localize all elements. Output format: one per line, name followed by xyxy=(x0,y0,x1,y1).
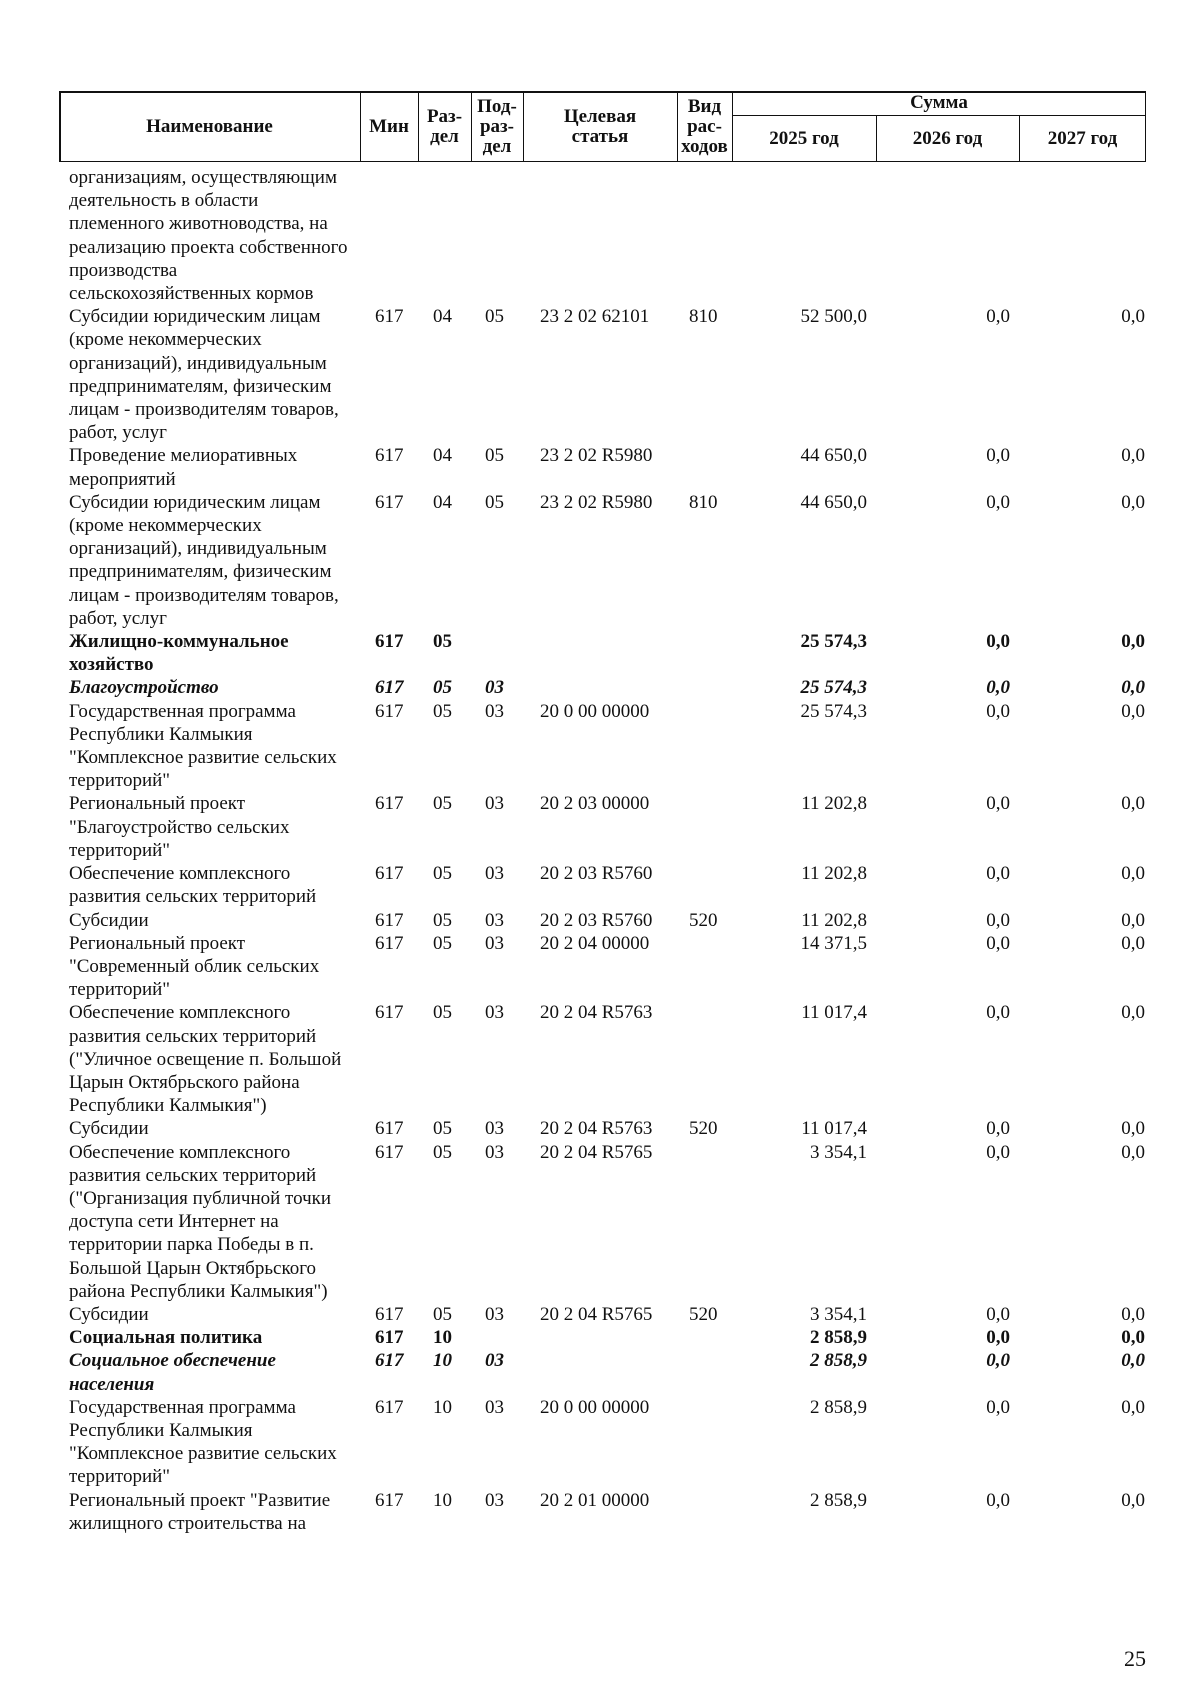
row-min: 617 xyxy=(375,1350,404,1372)
row-sum-2026: 0,0 xyxy=(986,1141,1010,1163)
row-sum-2026: 0,0 xyxy=(986,1396,1010,1418)
row-sum-2025: 25 574,3 xyxy=(800,631,867,653)
row-razdel: 10 xyxy=(433,1327,452,1349)
row-sum-2025: 11 202,8 xyxy=(801,863,867,885)
row-sum-2027: 0,0 xyxy=(1121,1118,1145,1140)
row-sum-2025: 11 202,8 xyxy=(801,793,867,815)
row-sum-2026: 0,0 xyxy=(986,700,1010,722)
header-podrazdel: Под- раз- дел xyxy=(477,95,517,157)
row-name: Субсидии xyxy=(69,909,149,931)
row-podrazdel: 03 xyxy=(485,793,504,815)
row-sum-2027: 0,0 xyxy=(1121,863,1145,885)
row-sum-2025: 2 858,9 xyxy=(810,1396,867,1418)
row-statya: 20 2 04 R5765 xyxy=(540,1303,653,1325)
header-year-2027: 2027 год xyxy=(1047,127,1118,149)
row-statya: 20 2 04 R5763 xyxy=(540,1002,653,1024)
row-podrazdel: 03 xyxy=(485,677,504,699)
row-sum-2026: 0,0 xyxy=(986,1327,1010,1349)
row-name: Субсидии xyxy=(69,1303,149,1325)
row-sum-2025: 2 858,9 xyxy=(810,1350,867,1372)
row-statya: 20 0 00 00000 xyxy=(540,700,650,722)
header-razdel: Раз- дел xyxy=(426,105,463,147)
row-podrazdel: 03 xyxy=(485,1350,504,1372)
row-sum-2026: 0,0 xyxy=(986,631,1010,653)
table-row xyxy=(0,700,1200,793)
row-razdel: 04 xyxy=(433,445,452,467)
row-podrazdel: 03 xyxy=(485,1303,504,1325)
table-body xyxy=(0,166,1200,1535)
row-sum-2027: 0,0 xyxy=(1121,445,1145,467)
row-sum-2025: 3 354,1 xyxy=(810,1303,867,1325)
table-row xyxy=(0,491,1200,630)
table-row xyxy=(0,1396,1200,1489)
row-name: Субсидии юридическим лицам (кроме некоммерческих организаций), индивидуальным предпринимателям, физическим лицам - производителям товаров, работ, услуг xyxy=(69,306,339,444)
row-min: 617 xyxy=(375,306,404,328)
header-year-2026: 2026 год xyxy=(912,127,983,149)
header-name: Наименование xyxy=(146,115,273,137)
table-row xyxy=(0,932,1200,1002)
row-sum-2027: 0,0 xyxy=(1121,1002,1145,1024)
row-sum-2025: 11 017,4 xyxy=(801,1002,867,1024)
table-row xyxy=(0,1001,1200,1117)
row-min: 617 xyxy=(375,1118,404,1140)
row-sum-2026: 0,0 xyxy=(986,1002,1010,1024)
row-sum-2026: 0,0 xyxy=(986,1489,1010,1511)
row-sum-2027: 0,0 xyxy=(1121,909,1145,931)
table-row xyxy=(0,909,1200,932)
row-statya: 20 2 04 R5765 xyxy=(540,1141,653,1163)
row-sum-2027: 0,0 xyxy=(1121,1141,1145,1163)
header-vid: Вид рас- ходов xyxy=(681,95,728,157)
row-statya: 23 2 02 R5980 xyxy=(540,445,653,467)
row-statya: 20 2 03 R5760 xyxy=(540,909,653,931)
row-statya: 20 2 01 00000 xyxy=(540,1489,650,1511)
row-sum-2027: 0,0 xyxy=(1121,491,1145,513)
row-sum-2025: 14 371,5 xyxy=(800,932,867,954)
row-razdel: 05 xyxy=(433,631,452,653)
row-sum-2025: 11 202,8 xyxy=(801,909,867,931)
row-podrazdel: 03 xyxy=(485,700,504,722)
table-row xyxy=(0,1303,1200,1326)
row-podrazdel: 03 xyxy=(485,863,504,885)
row-razdel: 10 xyxy=(433,1350,452,1372)
row-podrazdel: 05 xyxy=(485,445,504,467)
row-vid: 810 xyxy=(689,306,718,328)
row-razdel: 10 xyxy=(433,1489,452,1511)
row-razdel: 05 xyxy=(433,1118,452,1140)
row-name: Обеспечение комплексного развития сельских территорий xyxy=(69,863,317,908)
row-sum-2026: 0,0 xyxy=(986,445,1010,467)
row-name: Государственная программа Республики Калмыкия "Комплексное развитие сельских территорий" xyxy=(69,1396,337,1488)
row-razdel: 05 xyxy=(433,1002,452,1024)
row-min: 617 xyxy=(375,700,404,722)
row-sum-2025: 3 354,1 xyxy=(810,1141,867,1163)
row-sum-2027: 0,0 xyxy=(1121,306,1145,328)
row-podrazdel: 03 xyxy=(485,1118,504,1140)
row-sum-2027: 0,0 xyxy=(1121,1350,1145,1372)
row-razdel: 05 xyxy=(433,909,452,931)
row-sum-2025: 2 858,9 xyxy=(810,1327,867,1349)
row-name: Проведение мелиоративных мероприятий xyxy=(69,445,298,490)
row-name: Социальное обеспечение населения xyxy=(69,1350,276,1395)
row-vid: 810 xyxy=(689,491,718,513)
row-statya: 23 2 02 R5980 xyxy=(540,491,653,513)
row-min: 617 xyxy=(375,491,404,513)
table-row xyxy=(0,1349,1200,1395)
row-sum-2026: 0,0 xyxy=(986,932,1010,954)
row-name: Государственная программа Республики Калмыкия "Комплексное развитие сельских территорий" xyxy=(69,700,337,792)
row-statya: 20 2 03 R5760 xyxy=(540,863,653,885)
row-name: Региональный проект "Благоустройство сельских территорий" xyxy=(69,793,290,861)
row-sum-2025: 52 500,0 xyxy=(800,306,867,328)
row-statya: 20 2 03 00000 xyxy=(540,793,650,815)
table-row xyxy=(0,1141,1200,1303)
row-name: организациям, осуществляющим деятельность в области племенного животноводства, на реализацию проекта собственного производства сельскохозяйственных кормов xyxy=(69,167,348,305)
table-row xyxy=(0,1326,1200,1349)
row-sum-2025: 25 574,3 xyxy=(800,700,867,722)
row-statya: 23 2 02 62101 xyxy=(540,306,650,328)
row-min: 617 xyxy=(375,1489,404,1511)
row-sum-2027: 0,0 xyxy=(1121,631,1145,653)
row-min: 617 xyxy=(375,1327,404,1349)
row-razdel: 04 xyxy=(433,306,452,328)
row-podrazdel: 03 xyxy=(485,1396,504,1418)
row-sum-2026: 0,0 xyxy=(986,491,1010,513)
page-number: 25 xyxy=(1124,1646,1146,1671)
row-podrazdel: 03 xyxy=(485,1141,504,1163)
row-name: Социальная политика xyxy=(69,1327,263,1349)
row-razdel: 05 xyxy=(433,793,452,815)
row-name: Субсидии xyxy=(69,1118,149,1140)
row-sum-2025: 44 650,0 xyxy=(800,445,867,467)
row-podrazdel: 05 xyxy=(485,306,504,328)
row-sum-2027: 0,0 xyxy=(1121,793,1145,815)
row-podrazdel: 05 xyxy=(485,491,504,513)
row-podrazdel: 03 xyxy=(485,932,504,954)
row-min: 617 xyxy=(375,932,404,954)
row-sum-2026: 0,0 xyxy=(986,306,1010,328)
row-sum-2026: 0,0 xyxy=(986,793,1010,815)
row-name: Обеспечение комплексного развития сельских территорий ("Организация публичной точки доступа сети Интернет на территории парка Победы в п. Большой Царын Октябрьского района Республики Калмыкия") xyxy=(69,1141,332,1302)
table-row xyxy=(0,166,1200,305)
row-min: 617 xyxy=(375,1396,404,1418)
row-razdel: 05 xyxy=(433,677,452,699)
row-min: 617 xyxy=(375,863,404,885)
row-sum-2026: 0,0 xyxy=(986,909,1010,931)
row-sum-2025: 11 017,4 xyxy=(801,1118,867,1140)
row-vid: 520 xyxy=(689,1303,718,1325)
row-min: 617 xyxy=(375,677,404,699)
row-razdel: 05 xyxy=(433,863,452,885)
row-sum-2027: 0,0 xyxy=(1121,700,1145,722)
row-sum-2027: 0,0 xyxy=(1121,1327,1145,1349)
row-razdel: 04 xyxy=(433,491,452,513)
row-min: 617 xyxy=(375,1303,404,1325)
table-row xyxy=(0,630,1200,676)
header-statya: Целевая статья xyxy=(563,105,637,147)
row-min: 617 xyxy=(375,909,404,931)
row-sum-2027: 0,0 xyxy=(1121,932,1145,954)
row-razdel: 10 xyxy=(433,1396,452,1418)
row-sum-2025: 25 574,3 xyxy=(800,677,867,699)
row-sum-2027: 0,0 xyxy=(1121,1489,1145,1511)
row-sum-2026: 0,0 xyxy=(986,1303,1010,1325)
row-podrazdel: 03 xyxy=(485,909,504,931)
row-razdel: 05 xyxy=(433,932,452,954)
row-razdel: 05 xyxy=(433,700,452,722)
row-min: 617 xyxy=(375,793,404,815)
header-summa: Сумма xyxy=(910,92,968,113)
row-min: 617 xyxy=(375,631,404,653)
table-row xyxy=(0,1489,1200,1535)
table-row xyxy=(0,792,1200,862)
row-sum-2027: 0,0 xyxy=(1121,677,1145,699)
row-min: 617 xyxy=(375,1141,404,1163)
row-sum-2026: 0,0 xyxy=(986,1350,1010,1372)
row-vid: 520 xyxy=(689,1118,718,1140)
row-vid: 520 xyxy=(689,909,718,931)
row-name: Субсидии юридическим лицам (кроме некоммерческих организаций), индивидуальным предпринимателям, физическим лицам - производителям товаров, работ, услуг xyxy=(69,491,339,629)
row-sum-2026: 0,0 xyxy=(986,1118,1010,1140)
row-podrazdel: 03 xyxy=(485,1002,504,1024)
row-sum-2027: 0,0 xyxy=(1121,1303,1145,1325)
row-razdel: 05 xyxy=(433,1303,452,1325)
row-statya: 20 2 04 R5763 xyxy=(540,1118,653,1140)
row-name: Региональный проект "Современный облик сельских территорий" xyxy=(69,932,320,1001)
row-statya: 20 0 00 00000 xyxy=(540,1396,650,1418)
row-sum-2025: 44 650,0 xyxy=(800,491,867,513)
row-razdel: 05 xyxy=(433,1141,452,1163)
row-podrazdel: 03 xyxy=(485,1489,504,1511)
row-name: Региональный проект "Развитие жилищного строительства на xyxy=(69,1489,331,1534)
table-row xyxy=(0,676,1200,699)
row-sum-2027: 0,0 xyxy=(1121,1396,1145,1418)
row-name: Жилищно-коммунальное хозяйство xyxy=(69,631,289,676)
header-min: Мин xyxy=(369,115,409,137)
row-sum-2026: 0,0 xyxy=(986,863,1010,885)
table-row xyxy=(0,305,1200,444)
row-min: 617 xyxy=(375,1002,404,1024)
row-min: 617 xyxy=(375,445,404,467)
row-statya: 20 2 04 00000 xyxy=(540,932,650,954)
table-row xyxy=(0,444,1200,490)
table-header xyxy=(59,91,1146,162)
row-sum-2025: 2 858,9 xyxy=(810,1489,867,1511)
header-year-2025: 2025 год xyxy=(769,127,839,149)
row-sum-2026: 0,0 xyxy=(986,677,1010,699)
table-row xyxy=(0,1117,1200,1140)
row-name: Обеспечение комплексного развития сельских территорий ("Уличное освещение п. Большой Царын Октябрьского района Республики Калмыкия") xyxy=(69,1002,342,1117)
table-row xyxy=(0,862,1200,908)
row-name: Благоустройство xyxy=(69,677,219,699)
